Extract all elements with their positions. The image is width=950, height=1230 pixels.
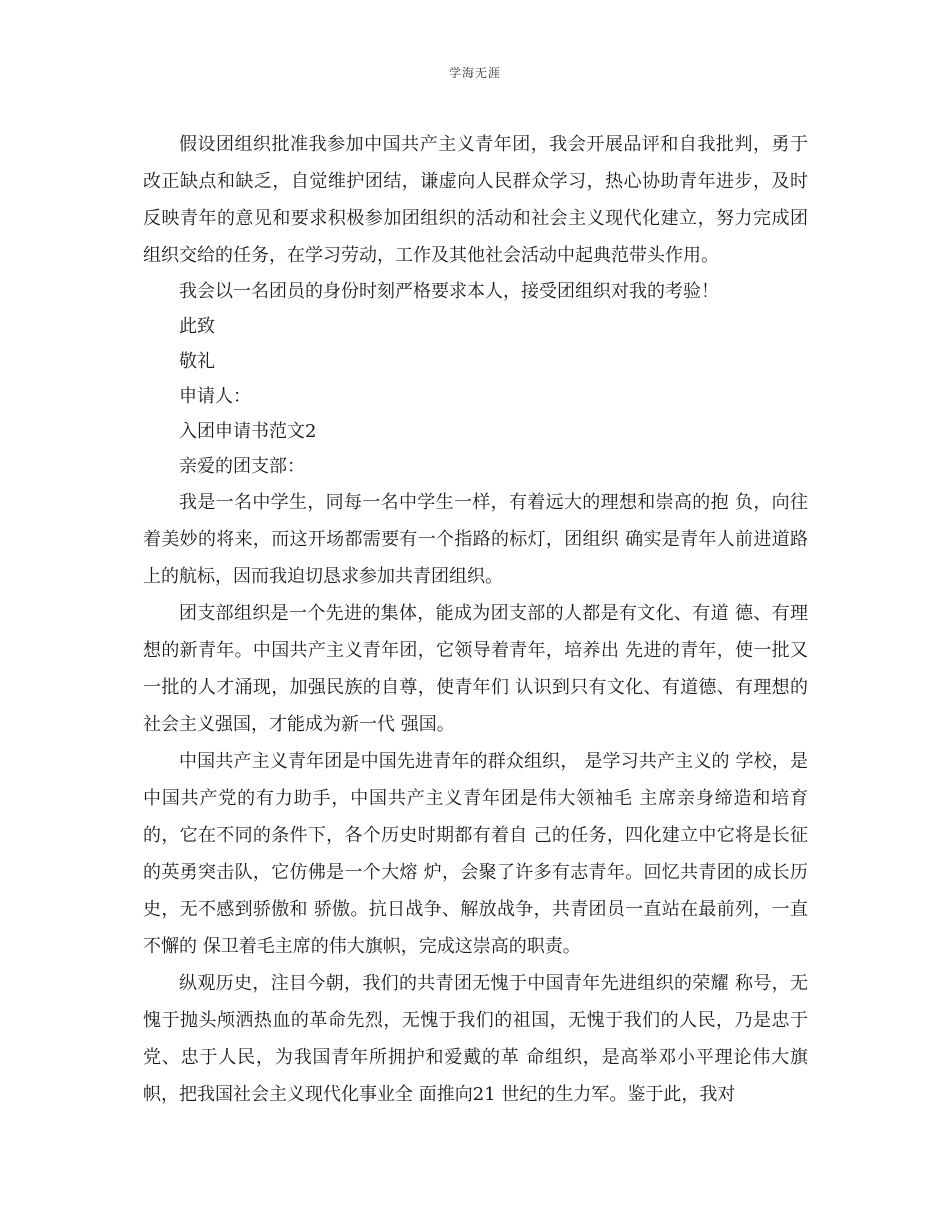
paragraph-collective: 团支部组织是一个先进的集体，能成为团支部的人都是有文化、有道 德、有理想的新青年。中国共产主义青年团，它领导着青年，培养出 先进的青年，使一批又一批的人才涌现，加强民族的自尊，使青年们 认识到只有文化、有道德、有理想的社会主义强国，才能成为新一代 强国。 bbox=[143, 603, 808, 735]
paragraph-pledge: 我会以一名团员的身份时刻严格要求本人，接受团组织对我的考验！ bbox=[179, 281, 719, 302]
section-title: 入团申请书范文2 bbox=[179, 421, 317, 442]
document-body bbox=[143, 126, 808, 1113]
paragraph-history: 中国共产主义青年团是中国先进青年的群众组织， 是学习共产主义的 学校，是中国共产党的有力助手，中国共产主义青年团是伟大领袖毛 主席亲身缔造和培育的，它在不同的条件下，各个历史时期都有着自 己的任务，四化建立中它将是长征的英勇突击队，它仿佛是一个大熔 炉，会聚了许多有志青年。回忆共青团的成长历史，无不感到骄傲和 骄傲。抗日战争、解放战争，共青团员一直站在最前列，一直不懈的 保卫着毛主席的伟大旗帜，完成这崇高的职责。 bbox=[143, 751, 808, 957]
closing-salutation: 此致 bbox=[179, 316, 215, 337]
paragraph-reflection: 纵观历史，注目今朝，我们的共青团无愧于中国青年先进组织的荣耀 称号，无愧于抛头颅洒热血的革命先烈，无愧于我们的祖国，无愧于我们的人民，乃是忠于党、忠于人民，为我国青年所拥护和爱戴的革 命组织，是高举邓小平理论伟大旗帜，把我国社会主义现代化事业全 面推向21 世纪的生力军。鉴于此，我对 bbox=[143, 973, 808, 1105]
greeting: 亲爱的团支部： bbox=[179, 456, 305, 477]
paragraph-introduction: 我是一名中学生，同每一名中学生一样，有着远大的理想和崇高的抱 负，向往着美妙的将来，而这开场都需要有一个指路的标灯，团组织 确实是青年人前进道路上的航标，因而我迫切恳求参加共青团组织。 bbox=[143, 492, 808, 587]
applicant-label: 申请人： bbox=[179, 386, 251, 407]
paragraph-commitment: 假设团组织批准我参加中国共产主义青年团，我会开展品评和自我批判，勇于改正缺点和缺乏，自觉维护团结，谦虚向人民群众学习，热心协助青年进步，及时反映青年的意见和要求积极参加团组织的活动和社会主义现代化建立，努力完成团组织交给的任务，在学习劳动，工作及其他社会活动中起典范带头作用。 bbox=[143, 134, 808, 266]
page-header: 学海无涯 bbox=[448, 66, 501, 80]
closing-regards: 敬礼 bbox=[179, 351, 215, 372]
